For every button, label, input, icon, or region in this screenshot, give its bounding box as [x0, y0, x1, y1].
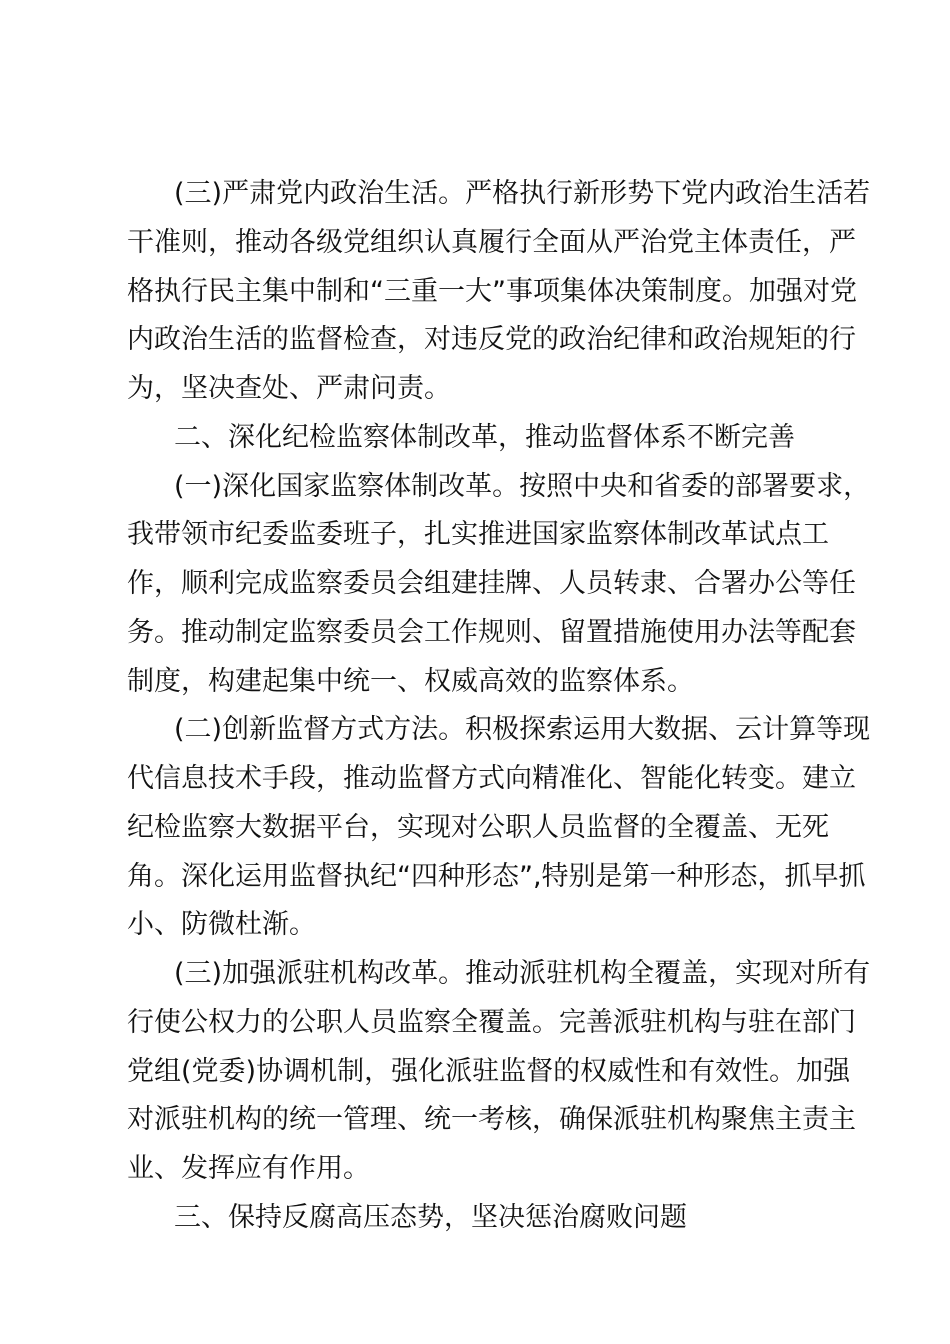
- text-line: 我带领市纪委监委班子，扎实推进国家监察体制改革试点工: [127, 519, 829, 550]
- text-line: 角。深化运用监督执纪“四种形态”,特别是第一种形态，抓早抓: [127, 861, 866, 892]
- text-line: 对派驻机构的统一管理、统一考核，确保派驻机构聚焦主责主: [127, 1104, 856, 1135]
- section-heading: 三、保持反腐高压态势，坚决惩治腐败问题: [174, 1202, 687, 1233]
- text-line: (一)深化国家监察体制改革。按照中央和省委的部署要求，: [174, 471, 871, 502]
- text-line: 格执行民主集中制和“三重一大”事项集体决策制度。加强对党: [127, 276, 857, 307]
- text-line: (二)创新监督方式方法。积极探索运用大数据、云计算等现: [174, 714, 871, 745]
- text-line: 代信息技术手段，推动监督方式向精准化、智能化转变。建立: [127, 763, 856, 794]
- text-line: (三)严肃党内政治生活。严格执行新形势下党内政治生活若: [174, 178, 871, 209]
- text-line: 小、防微杜渐。: [127, 909, 316, 940]
- text-line: 纪检监察大数据平台，实现对公职人员监督的全覆盖、无死: [127, 812, 829, 843]
- text-line: 干准则，推动各级党组织认真履行全面从严治党主体责任，严: [127, 227, 856, 258]
- text-line: 制度，构建起集中统一、权威高效的监察体系。: [127, 666, 694, 697]
- text-line: (三)加强派驻机构改革。推动派驻机构全覆盖，实现对所有: [174, 958, 871, 989]
- text-line: 行使公权力的公职人员监察全覆盖。完善派驻机构与驻在部门: [127, 1007, 856, 1038]
- text-line: 作，顺利完成监察委员会组建挂牌、人员转隶、合署办公等任: [127, 568, 856, 599]
- text-line: 务。推动制定监察委员会工作规则、留置措施使用办法等配套: [127, 617, 856, 648]
- text-line: 业、发挥应有作用。: [127, 1153, 370, 1184]
- text-line: 内政治生活的监督检查，对违反党的政治纪律和政治规矩的行: [127, 324, 856, 355]
- text-line: 为，坚决查处、严肃问责。: [127, 373, 451, 404]
- text-line: 党组(党委)协调机制，强化派驻监督的权威性和有效性。加强: [127, 1056, 851, 1087]
- section-heading: 二、深化纪检监察体制改革，推动监督体系不断完善: [174, 422, 795, 453]
